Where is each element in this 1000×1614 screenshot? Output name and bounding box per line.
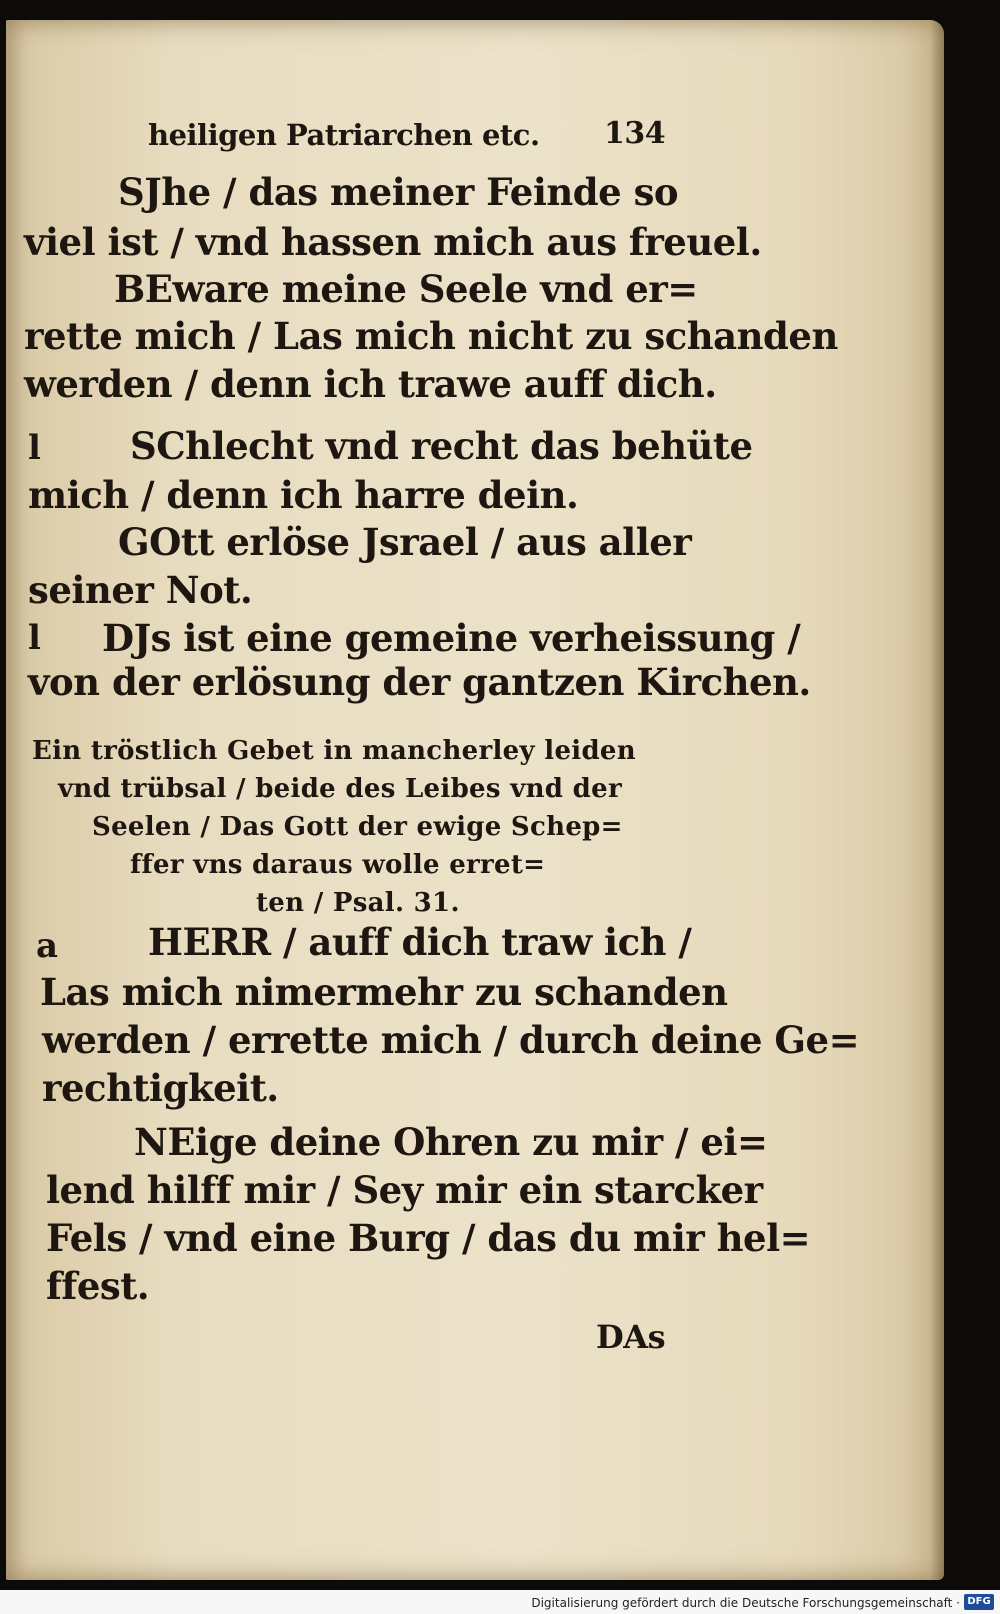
running-header: heiligen Patriarchen etc.: [148, 118, 540, 152]
text-line: SJhe / das meiner Feinde so: [118, 170, 679, 214]
text-line: werden / errette mich / durch deine Ge=: [42, 1018, 860, 1062]
text-line: HERR / auff dich traw ich /: [148, 920, 692, 964]
text-line: Fels / vnd eine Burg / das du mir hel=: [46, 1216, 811, 1260]
text-line: SChlecht vnd recht das behüte: [130, 424, 753, 468]
page-edge-shadow: [930, 20, 944, 1580]
prayer-title-line: ffer vns daraus wolle erret=: [130, 850, 546, 880]
footer-band: [0, 1590, 1000, 1614]
text-line: lend hilff mir / Sey mir ein starcker: [46, 1168, 763, 1212]
text-line: rette mich / Las mich nicht zu schanden: [24, 314, 838, 358]
text-line: BEware meine Seele vnd er=: [114, 267, 698, 311]
text-line: seiner Not.: [28, 568, 253, 612]
prayer-title-line: ten / Psal. 31.: [256, 888, 460, 918]
text-line: NEige deine Ohren zu mir / ei=: [134, 1120, 768, 1164]
text-line: werden / denn ich trawe auff dich.: [24, 362, 717, 406]
margin-marker: l: [28, 428, 41, 468]
text-line: ffest.: [46, 1264, 150, 1308]
prayer-title-line: Ein tröstlich Gebet in mancherley leiden: [32, 736, 636, 766]
text-line: rechtigkeit.: [42, 1066, 279, 1110]
margin-marker: a: [36, 926, 58, 966]
text-line: von der erlösung der gantzen Kirchen.: [28, 660, 811, 704]
prayer-title-line: Seelen / Das Gott der ewige Schep=: [92, 812, 623, 842]
text-line: DJs ist eine gemeine verheissung /: [102, 616, 801, 660]
catchword: DAs: [596, 1318, 666, 1356]
prayer-title-line: vnd trübsal / beide des Leibes vnd der: [58, 774, 622, 804]
margin-marker: l: [28, 618, 41, 658]
book-page: [6, 20, 944, 1580]
funding-notice: Digitalisierung gefördert durch die Deutsche Forschungsgemeinschaft ·: [531, 1596, 960, 1610]
text-line: viel ist / vnd hassen mich aus freuel.: [24, 220, 762, 264]
dfg-logo: DFG: [964, 1594, 994, 1610]
text-line: GOtt erlöse Jsrael / aus aller: [118, 520, 692, 564]
page-number: 134: [604, 116, 666, 151]
text-line: mich / denn ich harre dein.: [28, 473, 579, 517]
text-line: Las mich nimermehr zu schanden: [40, 970, 728, 1014]
